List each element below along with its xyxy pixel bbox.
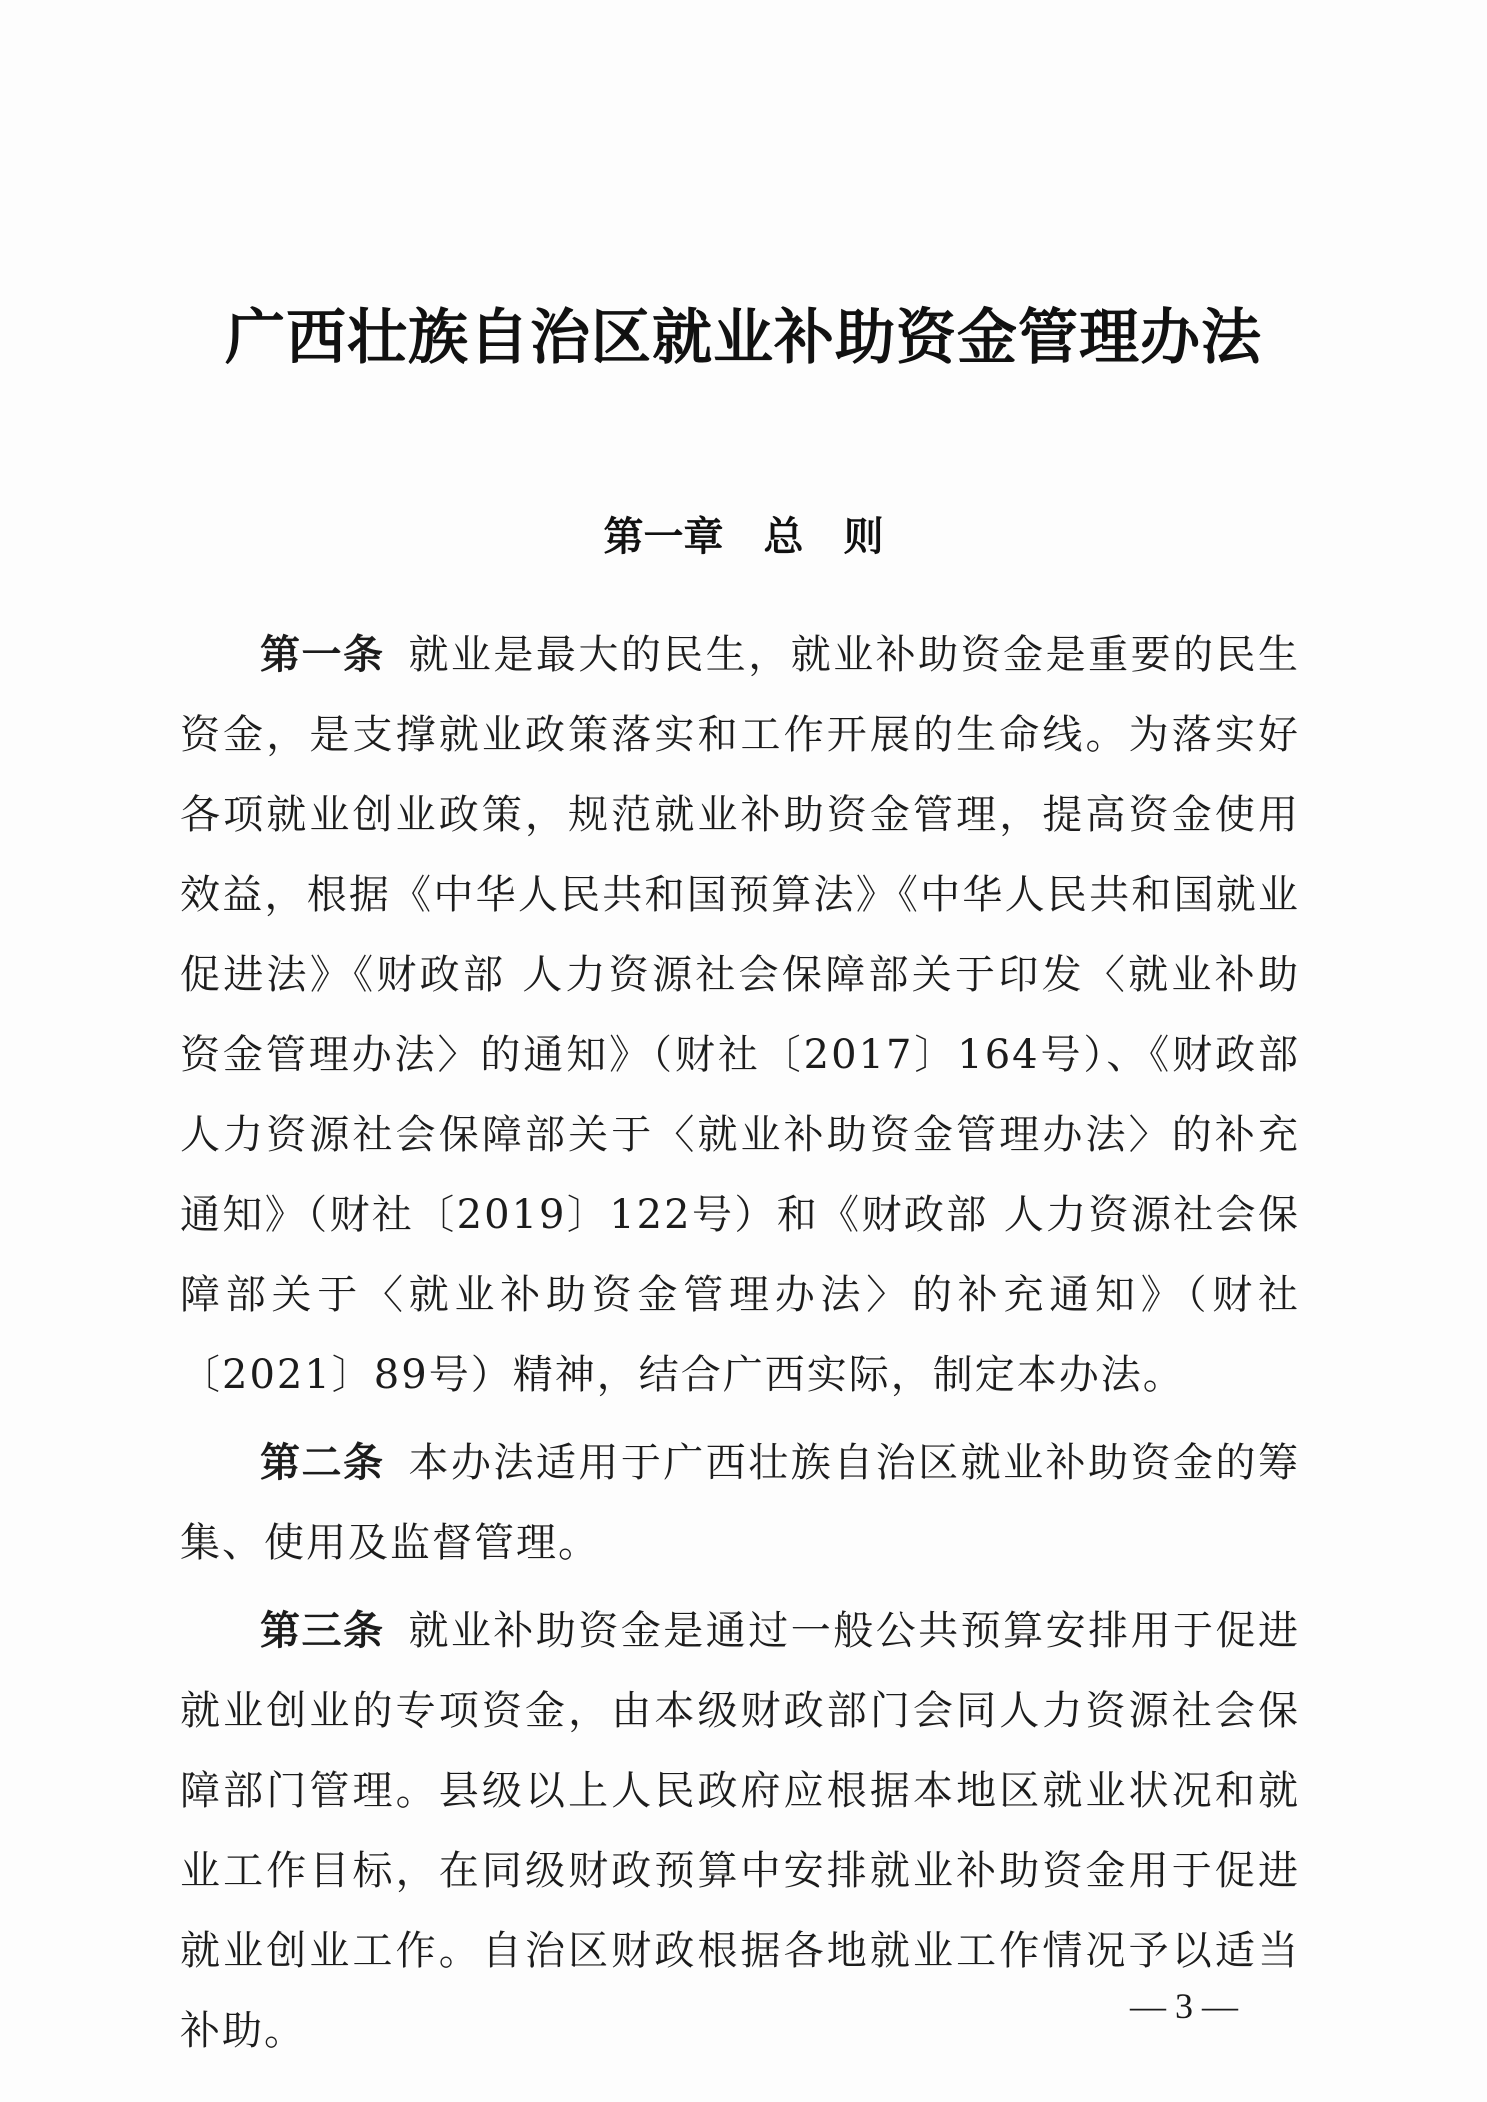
article-text: 本办法适用于广西壮族自治区就业补助资金的筹集、使用及监督管理。 (180, 1440, 1301, 1566)
page-number: — 3 — (1130, 1986, 1238, 2026)
article-text: 就业补助资金是通过一般公共预算安排用于促进就业创业的专项资金，由本级财政部门会同人力资源社会保障部门管理。县级以上人民政府应根据本地区就业状况和就业工作目标，在同级财政预算中安排就业补助资金用于促进就业创业工作。自治区财政根据各地就业工作情况予以适当补助。 (180, 1608, 1301, 2054)
article-label: 第三条 (260, 1608, 385, 1654)
document-title: 广西壮族自治区就业补助资金管理办法 (225, 303, 1262, 373)
article-1 (180, 615, 1300, 1415)
article-label: 第一条 (260, 632, 385, 678)
document-body (180, 615, 1300, 2079)
article-label: 第二条 (260, 1440, 385, 1486)
article-2 (180, 1423, 1300, 1583)
article-text: 就业是最大的民生，就业补助资金是重要的民生资金，是支撑就业政策落实和工作开展的生命线。为落实好各项就业创业政策，规范就业补助资金管理，提高资金使用效益，根据《中华人民共和国预算法》《中华人民共和国就业促进法》《财政部 人力资源社会保障部关于印发〈就业补助资金管理办法〉的通知》（财社〔2017〕164号）、《财政部 人力资源社会保障部关于〈就业补助资金管理办法〉的补充通知》（财社〔2019〕122号）和《财政部 人力资源社会保障部关于〈就业补助资金管理办法〉的补充通知》（财社〔2021〕89号）精神，结合广西实际，制定本办法。 (180, 632, 1301, 1398)
chapter-heading: 第一章 总 则 (603, 514, 884, 560)
